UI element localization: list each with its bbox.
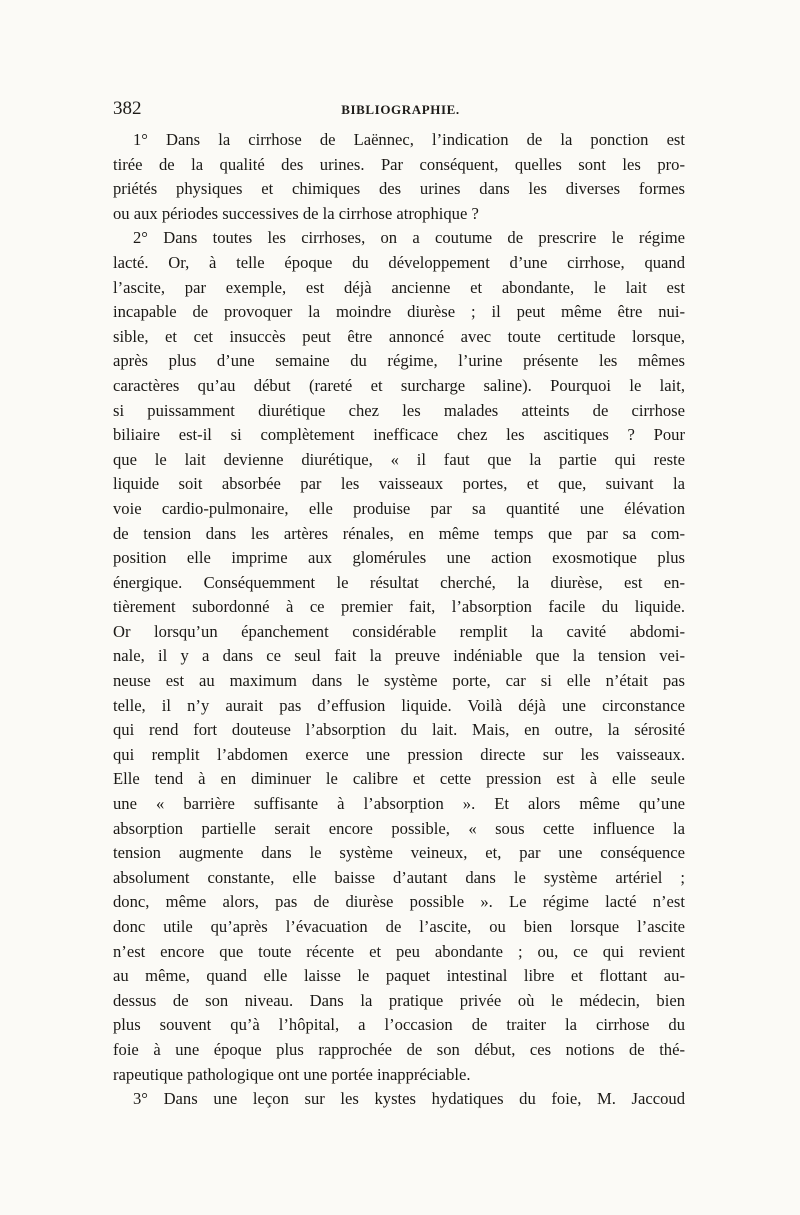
page-number: 382 [113,98,142,119]
text-line: absolument constante, elle baisse d’autant dans le système artériel ; [113,867,685,887]
text-line: 3° Dans une leçon sur les kystes hydatiques du foie, M. Jaccoud [133,1089,685,1109]
text-line: voie cardio-pulmonaire, elle produise par sa quantité une élévation [113,498,685,518]
text-line: sible, et cet insuccès peut être annoncé avec toute certitude lorsque, [113,326,685,346]
text-line: au même, quand elle laisse le paquet intestinal libre et flottant au- [113,966,685,986]
text-line: liquide soit absorbée par les vaisseaux portes, et que, suivant la [113,474,685,494]
text-line: après plus d’une semaine du régime, l’urine présente les mêmes [113,351,685,371]
text-line: tirée de la qualité des urines. Par conséquent, quelles sont les pro- [113,154,685,174]
text-line: caractères qu’au début (rareté et surcharge saline). Pourquoi le lait, [113,375,685,395]
text-line: de tension dans les artères rénales, en même temps que par sa com- [113,523,685,543]
text-line: donc, même alors, pas de diurèse possible ». Le régime lacté n’est [113,892,685,912]
text-line: rapeutique pathologique ont une portée inappréciable. [113,1064,471,1084]
text-line: nale, il y a dans ce seul fait la preuve indéniable que la tension vei- [113,646,685,666]
text-line: ou aux périodes successives de la cirrhose atrophique ? [113,203,479,223]
text-line: l’ascite, par exemple, est déjà ancienne et abondante, le lait est [113,277,685,297]
text-line: telle, il n’y aurait pas d’effusion liquide. Voilà déjà une circonstance [113,695,685,715]
text-line: si puissamment diurétique chez les malades atteints de cirrhose [113,400,685,420]
text-line: foie à une époque plus rapprochée de son début, ces notions de thé- [113,1039,685,1059]
text-line: tension augmente dans le système veineux, et, par une conséquence [113,843,685,863]
text-line: tièrement subordonné à ce premier fait, l’absorption facile du liquide. [113,597,685,617]
text-line: incapable de provoquer la moindre diurèse ; il peut même être nui- [113,302,685,322]
text-line: Or lorsqu’un épanchement considérable remplit la cavité abdomi- [113,621,685,641]
text-line: qui rend fort douteuse l’absorption du lait. Mais, en outre, la sérosité [113,720,685,740]
text-line: lacté. Or, à telle époque du développement d’une cirrhose, quand [113,252,685,272]
text-line: Elle tend à en diminuer le calibre et cette pression est à elle seule [113,769,685,789]
text-line: priétés physiques et chimiques des urines dans les diverses formes [113,179,685,199]
text-line: neuse est au maximum dans le système porte, car si elle n’était pas [113,671,685,691]
text-line: 2° Dans toutes les cirrhoses, on a coutume de prescrire le régime [133,228,685,248]
text-line: biliaire est-il si complètement inefficace chez les ascitiques ? Pour [113,425,685,445]
running-head: BIBLIOGRAPHIE. [341,102,460,117]
page-header [113,98,688,122]
text-line: plus souvent qu’à l’hôpital, a l’occasion de traiter la cirrhose du [113,1015,685,1035]
text-line: donc utile qu’après l’évacuation de l’ascite, ou bien lorsque l’ascite [113,917,685,936]
text-line: que le lait devienne diurétique, « il faut que la partie qui reste [113,449,685,469]
text-line: absorption partielle serait encore possible, « sous cette influence la [113,818,685,838]
body-text [113,128,685,1112]
text-line: une « barrière suffisante à l’absorption ». Et alors même qu’une [113,794,685,814]
text-line: énergique. Conséquemment le résultat cherché, la diurèse, est en- [113,572,685,592]
text-line: n’est encore que toute récente et peu abondante ; ou, ce qui revient [113,941,685,961]
text-line: 1° Dans la cirrhose de Laënnec, l’indication de la ponction est [133,130,685,149]
text-line: qui remplit l’abdomen exerce une pression directe sur les vaisseaux. [113,744,685,764]
text-line: position elle imprime aux glomérules une action exosmotique plus [113,548,685,568]
text-line: dessus de son niveau. Dans la pratique privée où le médecin, bien [113,990,685,1010]
